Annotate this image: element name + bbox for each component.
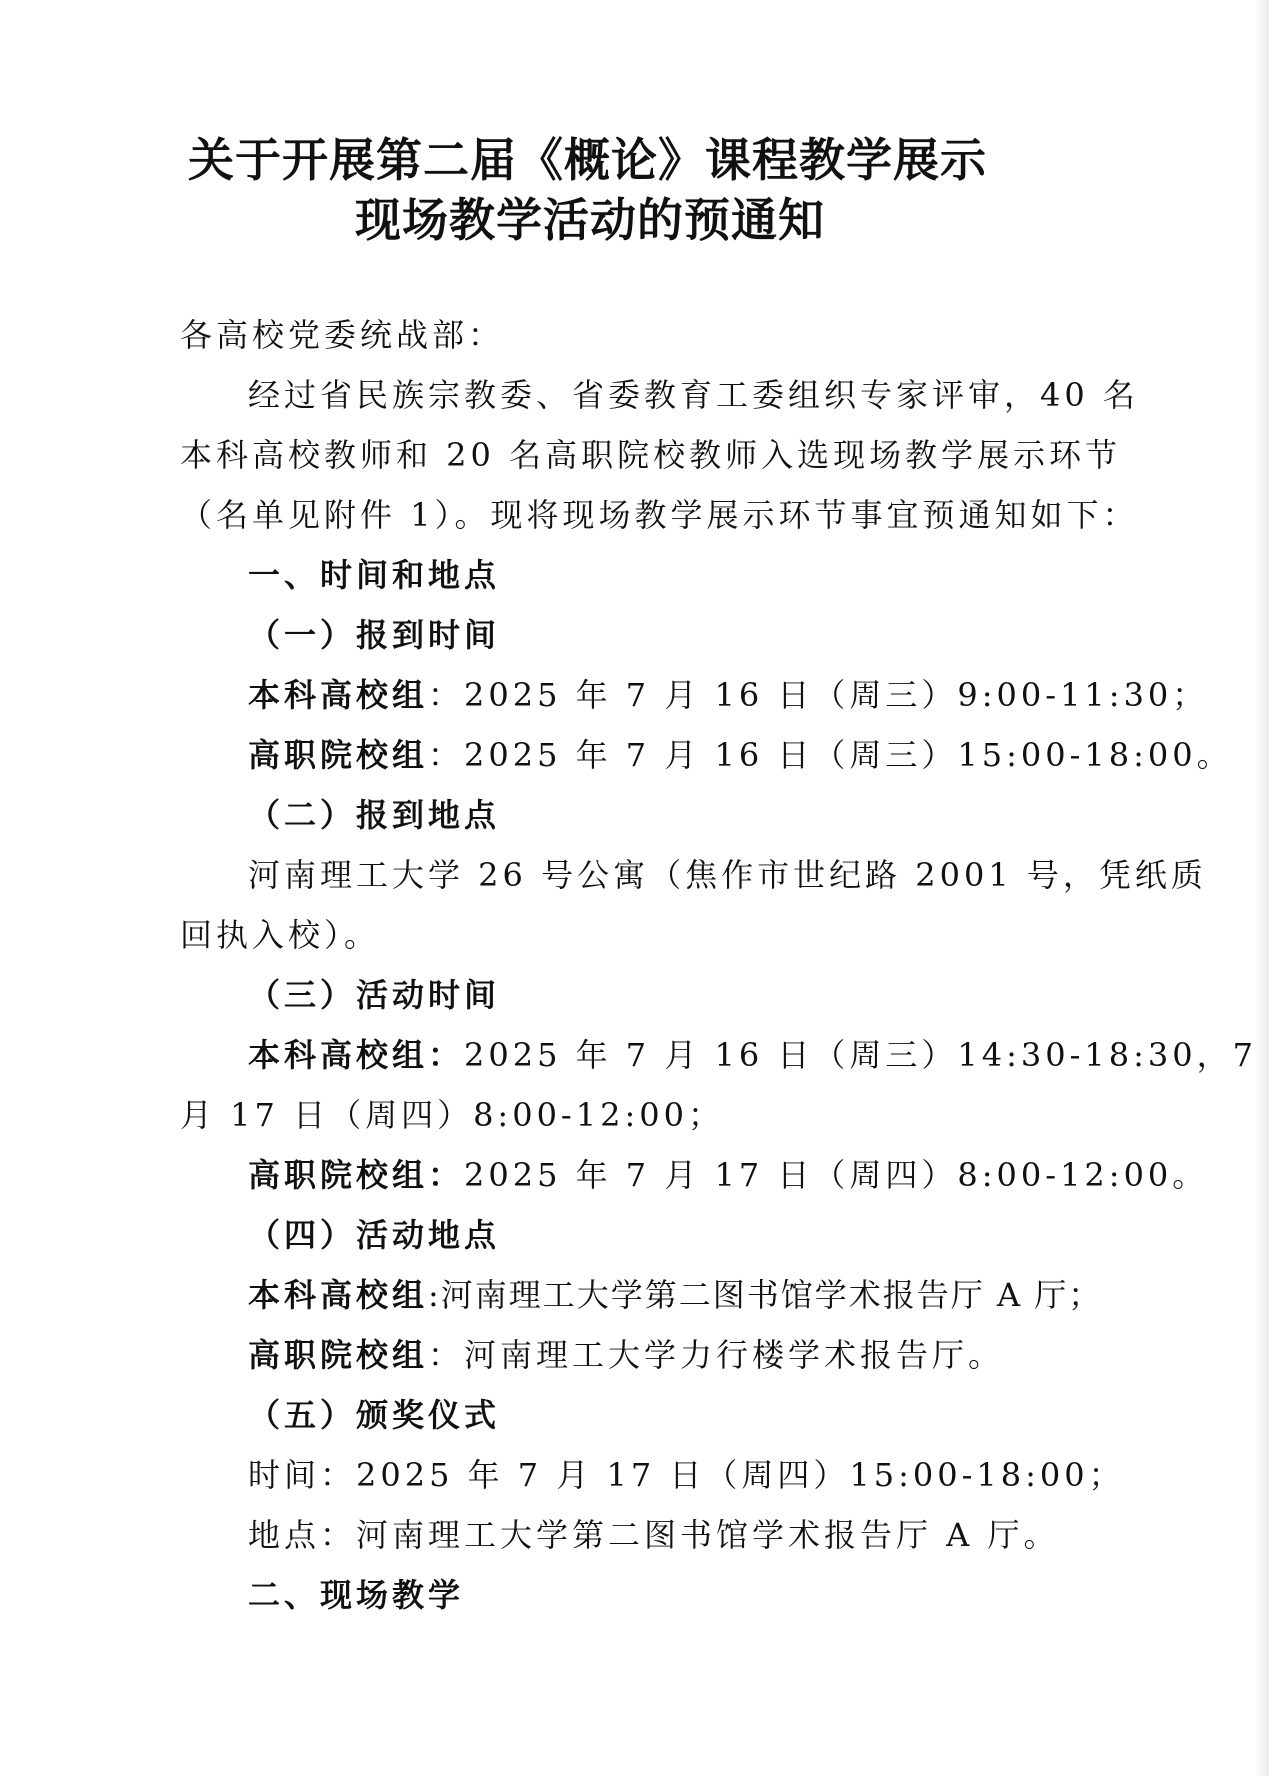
intro-line-1: 经过省民族宗教委、省委教育工委组织专家评审，40 名 — [248, 376, 1139, 414]
document-title-line-1: 关于开展第二届《概论》课程教学展示 — [188, 133, 987, 187]
report-time-undergrad — [248, 675, 1208, 715]
undergrad-label: 本科高校组 — [248, 676, 429, 714]
activity-time-undergrad — [248, 1035, 1257, 1075]
undergrad-value: :河南理工大学第二图书馆学术报告厅 A 厅； — [428, 1276, 1103, 1314]
intro-line-2: 本科高校教师和 20 名高职院校教师入选现场教学展示环节 — [180, 436, 1122, 474]
document-title-line-2: 现场教学活动的预通知 — [355, 193, 825, 247]
activity-time-vocational — [248, 1155, 1208, 1195]
award-place: 地点：河南理工大学第二图书馆学术报告厅 A 厅。 — [248, 1516, 1060, 1554]
report-time-vocational — [248, 735, 1233, 775]
undergrad-value: ：2025 年 7 月 16 日（周三）9:00-11:30； — [428, 676, 1209, 714]
vocational-value: ：2025 年 7 月 16 日（周三）15:00-18:00。 — [428, 736, 1233, 774]
page-edge-shadow — [1255, 0, 1269, 1776]
award-heading: （五）颁奖仪式 — [248, 1396, 501, 1434]
vocational-label: 高职院校组： — [248, 1156, 465, 1194]
report-time-heading: （一）报到时间 — [248, 616, 501, 654]
vocational-label: 高职院校组 — [248, 736, 429, 774]
undergrad-value: 2025 年 7 月 16 日（周三）14:30-18:30，7 — [464, 1036, 1258, 1074]
intro-line-3: （名单见附件 1）。现将现场教学展示环节事宜预通知如下： — [180, 496, 1139, 534]
award-time: 时间：2025 年 7 月 17 日（周四）15:00-18:00； — [248, 1456, 1125, 1494]
activity-place-undergrad — [248, 1275, 1102, 1315]
section-1-heading: 一、时间和地点 — [248, 556, 501, 594]
vocational-label: 高职院校组 — [248, 1336, 429, 1374]
undergrad-label: 本科高校组 — [248, 1276, 429, 1314]
report-place-line-2: 回执入校）。 — [180, 916, 381, 954]
activity-place-vocational — [248, 1335, 1004, 1375]
section-2-heading: 二、现场教学 — [248, 1576, 465, 1614]
undergrad-label: 本科高校组： — [248, 1036, 465, 1074]
salutation: 各高校党委统战部： — [180, 316, 505, 354]
activity-time-heading: （三）活动时间 — [248, 976, 501, 1014]
activity-time-undergrad-cont: 月 17 日（周四）8:00-12:00； — [180, 1096, 724, 1134]
vocational-value: ：河南理工大学力行楼学术报告厅。 — [428, 1336, 1005, 1374]
report-place-heading: （二）报到地点 — [248, 796, 501, 834]
vocational-value: 2025 年 7 月 17 日（周四）8:00-12:00。 — [464, 1156, 1209, 1194]
report-place-line-1: 河南理工大学 26 号公寓（焦作市世纪路 2001 号，凭纸质 — [248, 856, 1207, 894]
activity-place-heading: （四）活动地点 — [248, 1216, 501, 1254]
